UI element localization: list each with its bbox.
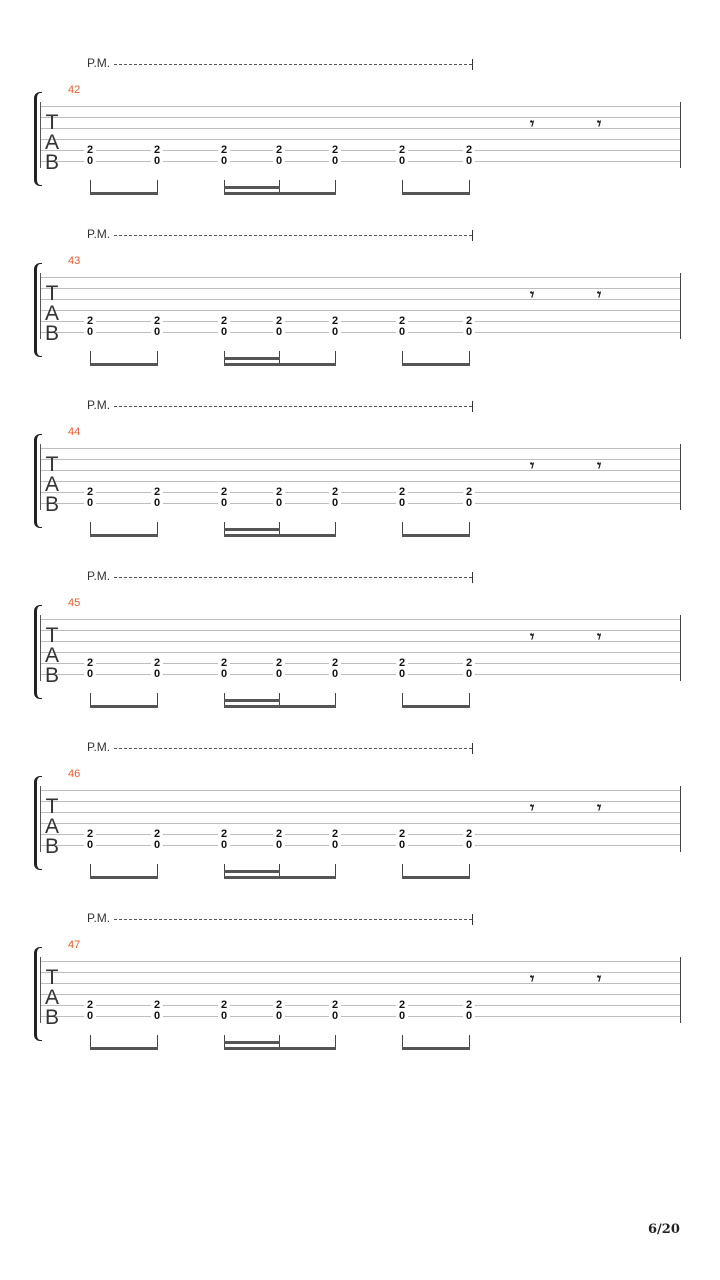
fret-number: 0 (273, 1011, 285, 1021)
palm-mute-label: P.M. (87, 227, 111, 241)
fret-number: 0 (463, 327, 475, 337)
fret-number: 0 (273, 327, 285, 337)
page-number: 6/20 (648, 1222, 680, 1237)
tab-string-line (40, 470, 681, 471)
eighth-rest-icon: 𝄾 (530, 627, 535, 646)
note-beam (90, 1047, 158, 1050)
fret-number: 2 (273, 145, 285, 155)
tab-clef-letter: B (44, 493, 59, 516)
fret-number: 0 (463, 498, 475, 508)
fret-number: 2 (218, 1000, 230, 1010)
eighth-rest-icon: 𝄾 (530, 114, 535, 133)
palm-mute-end-tick (472, 59, 473, 70)
note-beam (90, 192, 158, 195)
note-beam (224, 192, 336, 195)
fret-number: 2 (396, 658, 408, 668)
staff-start-barline (40, 444, 41, 510)
tab-string-line (40, 277, 681, 278)
note-beam (90, 363, 158, 366)
tab-clef-letter: T (45, 453, 59, 476)
tab-clef-letter: A (44, 986, 59, 1009)
tab-string-line (40, 106, 681, 107)
tab-system (0, 911, 720, 1082)
fret-number: 0 (218, 1011, 230, 1021)
tab-string-line (40, 128, 681, 129)
fret-number: 2 (151, 145, 163, 155)
tab-clef-letter: A (44, 473, 59, 496)
tab-string-line (40, 448, 681, 449)
fret-number: 2 (273, 658, 285, 668)
fret-number: 2 (463, 658, 475, 668)
fret-number: 2 (396, 145, 408, 155)
fret-number: 2 (463, 829, 475, 839)
fret-number: 2 (463, 145, 475, 155)
tab-clef-letter: B (44, 322, 59, 345)
fret-number: 0 (396, 669, 408, 679)
tab-clef-letter: T (45, 624, 59, 647)
tab-string-line (40, 641, 681, 642)
eighth-rest-icon: 𝄾 (597, 114, 602, 133)
fret-number: 2 (463, 1000, 475, 1010)
fret-number: 0 (218, 327, 230, 337)
note-beam (224, 870, 280, 873)
eighth-rest-icon: 𝄾 (530, 798, 535, 817)
fret-number: 2 (151, 658, 163, 668)
fret-number: 2 (151, 1000, 163, 1010)
measure-number: 45 (68, 597, 81, 609)
fret-number: 0 (84, 840, 96, 850)
fret-number: 0 (329, 327, 341, 337)
note-beam (90, 534, 158, 537)
tab-string-line (40, 801, 681, 802)
fret-number: 0 (151, 156, 163, 166)
measure-number: 42 (68, 84, 81, 96)
fret-number: 2 (218, 145, 230, 155)
staff-end-barline (680, 444, 681, 510)
note-beam (224, 534, 336, 537)
fret-number: 2 (84, 487, 96, 497)
tab-string-line (40, 139, 681, 140)
palm-mute-end-tick (472, 401, 473, 412)
eighth-rest-icon: 𝄾 (597, 627, 602, 646)
note-beam (224, 528, 280, 531)
fret-number: 2 (273, 1000, 285, 1010)
tab-clef-letter: T (45, 795, 59, 818)
palm-mute-label: P.M. (87, 740, 111, 754)
note-beam (224, 357, 280, 360)
staff-start-barline (40, 786, 41, 852)
fret-number: 0 (151, 327, 163, 337)
fret-number: 0 (273, 498, 285, 508)
note-beam (402, 192, 470, 195)
fret-number: 2 (329, 316, 341, 326)
tab-string-line (40, 834, 681, 835)
tab-clef-letter: B (44, 151, 59, 174)
palm-mute-extension-line (114, 64, 472, 65)
fret-number: 2 (273, 316, 285, 326)
fret-number: 0 (218, 498, 230, 508)
note-beam (224, 699, 280, 702)
tab-string-line (40, 288, 681, 289)
tab-string-line (40, 1016, 681, 1017)
fret-number: 0 (84, 327, 96, 337)
eighth-rest-icon: 𝄾 (530, 456, 535, 475)
palm-mute-label: P.M. (87, 569, 111, 583)
palm-mute-label: P.M. (87, 56, 111, 70)
fret-number: 2 (218, 316, 230, 326)
note-beam (402, 534, 470, 537)
fret-number: 2 (84, 145, 96, 155)
fret-number: 0 (396, 156, 408, 166)
fret-number: 0 (329, 1011, 341, 1021)
tab-string-line (40, 972, 681, 973)
note-beam (224, 186, 280, 189)
measure-number: 46 (68, 768, 81, 780)
fret-number: 0 (329, 498, 341, 508)
palm-mute-end-tick (472, 572, 473, 583)
tab-system (0, 740, 720, 911)
tab-string-line (40, 299, 681, 300)
tab-clef-letter: A (44, 815, 59, 838)
fret-number: 0 (151, 669, 163, 679)
palm-mute-end-tick (472, 230, 473, 241)
tab-system (0, 56, 720, 227)
fret-number: 2 (329, 487, 341, 497)
fret-number: 2 (329, 1000, 341, 1010)
fret-number: 0 (84, 1011, 96, 1021)
eighth-rest-icon: 𝄾 (597, 798, 602, 817)
fret-number: 0 (273, 669, 285, 679)
fret-number: 0 (329, 840, 341, 850)
fret-number: 2 (151, 316, 163, 326)
note-beam (224, 363, 336, 366)
fret-number: 2 (151, 829, 163, 839)
palm-mute-label: P.M. (87, 911, 111, 925)
fret-number: 2 (84, 1000, 96, 1010)
tab-clef-letter: T (45, 966, 59, 989)
tab-string-line (40, 983, 681, 984)
fret-number: 0 (396, 498, 408, 508)
tab-string-line (40, 790, 681, 791)
fret-number: 0 (463, 669, 475, 679)
tab-string-line (40, 961, 681, 962)
tab-string-line (40, 845, 681, 846)
fret-number: 0 (329, 669, 341, 679)
tab-string-line (40, 492, 681, 493)
fret-number: 0 (151, 498, 163, 508)
tab-string-line (40, 674, 681, 675)
staff-end-barline (680, 102, 681, 168)
fret-number: 0 (273, 840, 285, 850)
tab-clef-letter: A (44, 302, 59, 325)
fret-number: 2 (273, 487, 285, 497)
tab-clef-letter: T (45, 282, 59, 305)
fret-number: 0 (84, 498, 96, 508)
fret-number: 2 (329, 829, 341, 839)
fret-number: 0 (151, 1011, 163, 1021)
fret-number: 0 (218, 840, 230, 850)
tab-clef-letter: B (44, 1006, 59, 1029)
fret-number: 2 (396, 316, 408, 326)
note-beam (224, 1047, 336, 1050)
fret-number: 2 (151, 487, 163, 497)
tab-clef-letter: T (45, 111, 59, 134)
tab-system (0, 227, 720, 398)
staff-start-barline (40, 102, 41, 168)
note-beam (402, 363, 470, 366)
staff-end-barline (680, 273, 681, 339)
fret-number: 2 (396, 1000, 408, 1010)
fret-number: 0 (396, 327, 408, 337)
fret-number: 0 (218, 669, 230, 679)
tab-clef-letter: A (44, 644, 59, 667)
fret-number: 2 (218, 487, 230, 497)
palm-mute-label: P.M. (87, 398, 111, 412)
note-beam (402, 705, 470, 708)
fret-number: 0 (329, 156, 341, 166)
palm-mute-extension-line (114, 748, 472, 749)
fret-number: 0 (218, 156, 230, 166)
staff-end-barline (680, 786, 681, 852)
eighth-rest-icon: 𝄾 (597, 285, 602, 304)
staff-end-barline (680, 957, 681, 1023)
tab-string-line (40, 823, 681, 824)
fret-number: 0 (463, 156, 475, 166)
fret-number: 2 (84, 829, 96, 839)
fret-number: 0 (84, 156, 96, 166)
tab-string-line (40, 652, 681, 653)
fret-number: 2 (463, 316, 475, 326)
fret-number: 0 (151, 840, 163, 850)
fret-number: 0 (396, 840, 408, 850)
tab-clef-letter: A (44, 131, 59, 154)
note-beam (402, 876, 470, 879)
fret-number: 2 (84, 658, 96, 668)
note-beam (90, 876, 158, 879)
fret-number: 2 (84, 316, 96, 326)
fret-number: 2 (218, 658, 230, 668)
fret-number: 2 (463, 487, 475, 497)
tab-string-line (40, 161, 681, 162)
tab-string-line (40, 459, 681, 460)
tab-clef-letter: B (44, 835, 59, 858)
tab-string-line (40, 663, 681, 664)
eighth-rest-icon: 𝄾 (597, 969, 602, 988)
staff-end-barline (680, 615, 681, 681)
fret-number: 2 (329, 145, 341, 155)
measure-number: 44 (68, 426, 81, 438)
palm-mute-extension-line (114, 406, 472, 407)
tab-string-line (40, 503, 681, 504)
tab-string-line (40, 630, 681, 631)
tab-string-line (40, 619, 681, 620)
palm-mute-end-tick (472, 743, 473, 754)
note-beam (224, 705, 336, 708)
tab-string-line (40, 481, 681, 482)
fret-number: 0 (84, 669, 96, 679)
staff-start-barline (40, 957, 41, 1023)
note-beam (224, 1041, 280, 1044)
note-beam (224, 876, 336, 879)
eighth-rest-icon: 𝄾 (530, 969, 535, 988)
staff-start-barline (40, 615, 41, 681)
fret-number: 0 (463, 1011, 475, 1021)
fret-number: 2 (218, 829, 230, 839)
tab-string-line (40, 332, 681, 333)
fret-number: 0 (273, 156, 285, 166)
eighth-rest-icon: 𝄾 (530, 285, 535, 304)
tab-system (0, 569, 720, 740)
tab-clef-letter: B (44, 664, 59, 687)
tab-string-line (40, 994, 681, 995)
staff-start-barline (40, 273, 41, 339)
palm-mute-end-tick (472, 914, 473, 925)
fret-number: 2 (396, 487, 408, 497)
note-beam (90, 705, 158, 708)
note-beam (402, 1047, 470, 1050)
measure-number: 47 (68, 939, 81, 951)
fret-number: 2 (273, 829, 285, 839)
fret-number: 0 (463, 840, 475, 850)
tab-string-line (40, 150, 681, 151)
tab-system (0, 398, 720, 569)
palm-mute-extension-line (114, 577, 472, 578)
fret-number: 2 (329, 658, 341, 668)
tab-string-line (40, 310, 681, 311)
measure-number: 43 (68, 255, 81, 267)
tab-string-line (40, 812, 681, 813)
fret-number: 0 (396, 1011, 408, 1021)
tab-string-line (40, 321, 681, 322)
eighth-rest-icon: 𝄾 (597, 456, 602, 475)
tab-string-line (40, 1005, 681, 1006)
tab-string-line (40, 117, 681, 118)
fret-number: 2 (396, 829, 408, 839)
palm-mute-extension-line (114, 919, 472, 920)
palm-mute-extension-line (114, 235, 472, 236)
